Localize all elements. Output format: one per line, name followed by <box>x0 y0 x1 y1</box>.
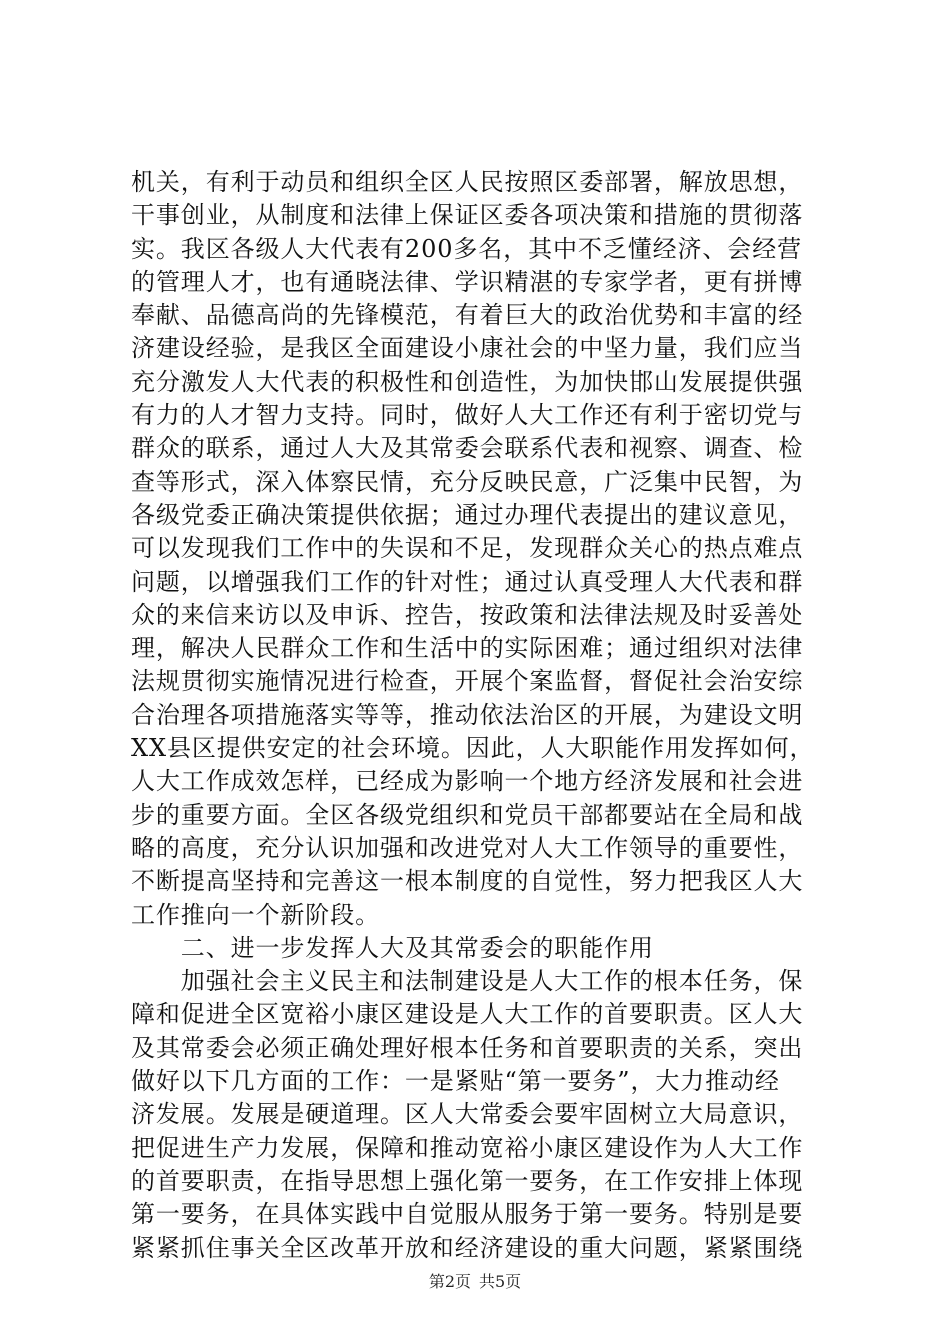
text-line: 法规贯彻实施情况进行检查，开展个案监督，督促社会治安综 <box>131 667 804 696</box>
page-number: 第2页 <box>428 1272 471 1291</box>
page-footer <box>0 1272 950 1292</box>
text-line: 干事创业，从制度和法律上保证区委各项决策和措施的贯彻落 <box>131 201 804 230</box>
text-line: 机关，有利于动员和组织全区人民按照区委部署，解放思想， <box>131 168 804 196</box>
text-line: 理，解决人民群众工作和生活中的实际困难；通过组织对法律 <box>131 634 804 663</box>
text-line: 及其常委会必须正确处理好根本任务和首要职责的关系，突出 <box>131 1033 804 1062</box>
text-line: 略的高度，充分认识加强和改进党对人大工作领导的重要性， <box>131 833 804 862</box>
text-line: 问题，以增强我们工作的针对性；通过认真受理人大代表和群 <box>131 567 804 596</box>
text-line: 有力的人才智力支持。同时，做好人大工作还有利于密切党与 <box>131 401 804 430</box>
text-line: 济建设经验，是我区全面建设小康社会的中坚力量，我们应当 <box>131 334 804 363</box>
text-line: 人大工作成效怎样，已经成为影响一个地方经济发展和社会进 <box>131 767 804 796</box>
body-text <box>131 166 831 1265</box>
text-line: 合治理各项措施落实等等，推动依法治区的开展，为建设文明 <box>131 700 804 729</box>
text-line: 可以发现我们工作中的失误和不足，发现群众关心的热点难点 <box>131 534 804 563</box>
text-line: 的首要职责，在指导思想上强化第一要务，在工作安排上体现 <box>131 1166 804 1195</box>
text-line: 奉献、品德高尚的先锋模范，有着巨大的政治优势和丰富的经 <box>131 301 804 330</box>
text-line: 把促进生产力发展，保障和推动宽裕小康区建设作为人大工作 <box>131 1133 804 1162</box>
text-line: 众的来信来访以及申诉、控告，按政策和法律法规及时妥善处 <box>131 600 804 629</box>
text-line: 实。我区各级人大代表有200多名，其中不乏懂经济、会经营 <box>131 234 803 263</box>
text-line: 济发展。发展是硬道理。区人大常委会要牢固树立大局意识， <box>131 1100 804 1129</box>
text-line: 紧紧抓住事关全区改革开放和经济建设的重大问题，紧紧围绕 <box>131 1233 804 1262</box>
text-line: 加强社会主义民主和法制建设是人大工作的根本任务，保 <box>131 967 804 996</box>
text-line: 查等形式，深入体察民情，充分反映民意，广泛集中民智，为 <box>131 467 804 496</box>
text-line: 的管理人才，也有通晓法律、学识精湛的专家学者，更有拼博 <box>131 267 804 296</box>
text-line: 工作推向一个新阶段。 <box>131 900 380 929</box>
text-line: 二、进一步发挥人大及其常委会的职能作用 <box>131 933 654 962</box>
text-line: 步的重要方面。全区各级党组织和党员干部都要站在全局和战 <box>131 800 804 829</box>
text-line: 不断提高坚持和完善这一根本制度的自觉性，努力把我区人大 <box>131 867 804 896</box>
text-line: 障和促进全区宽裕小康区建设是人大工作的首要职责。区人大 <box>131 1000 804 1029</box>
text-line: 各级党委正确决策提供依据；通过办理代表提出的建议意见， <box>131 500 804 529</box>
text-line: XX县区提供安定的社会环境。因此，人大职能作用发挥如何， <box>131 734 815 763</box>
text-line: 群众的联系，通过人大及其常委会联系代表和视察、调查、检 <box>131 434 804 463</box>
page-total: 共5页 <box>479 1272 522 1291</box>
text-line: 充分激发人大代表的积极性和创造性，为加快邯山发展提供强 <box>131 367 804 396</box>
text-line: 第一要务，在具体实践中自觉服从服务于第一要务。特别是要 <box>131 1200 804 1229</box>
text-line: 做好以下几方面的工作：一是紧贴“第一要务”，大力推动经 <box>131 1067 780 1096</box>
